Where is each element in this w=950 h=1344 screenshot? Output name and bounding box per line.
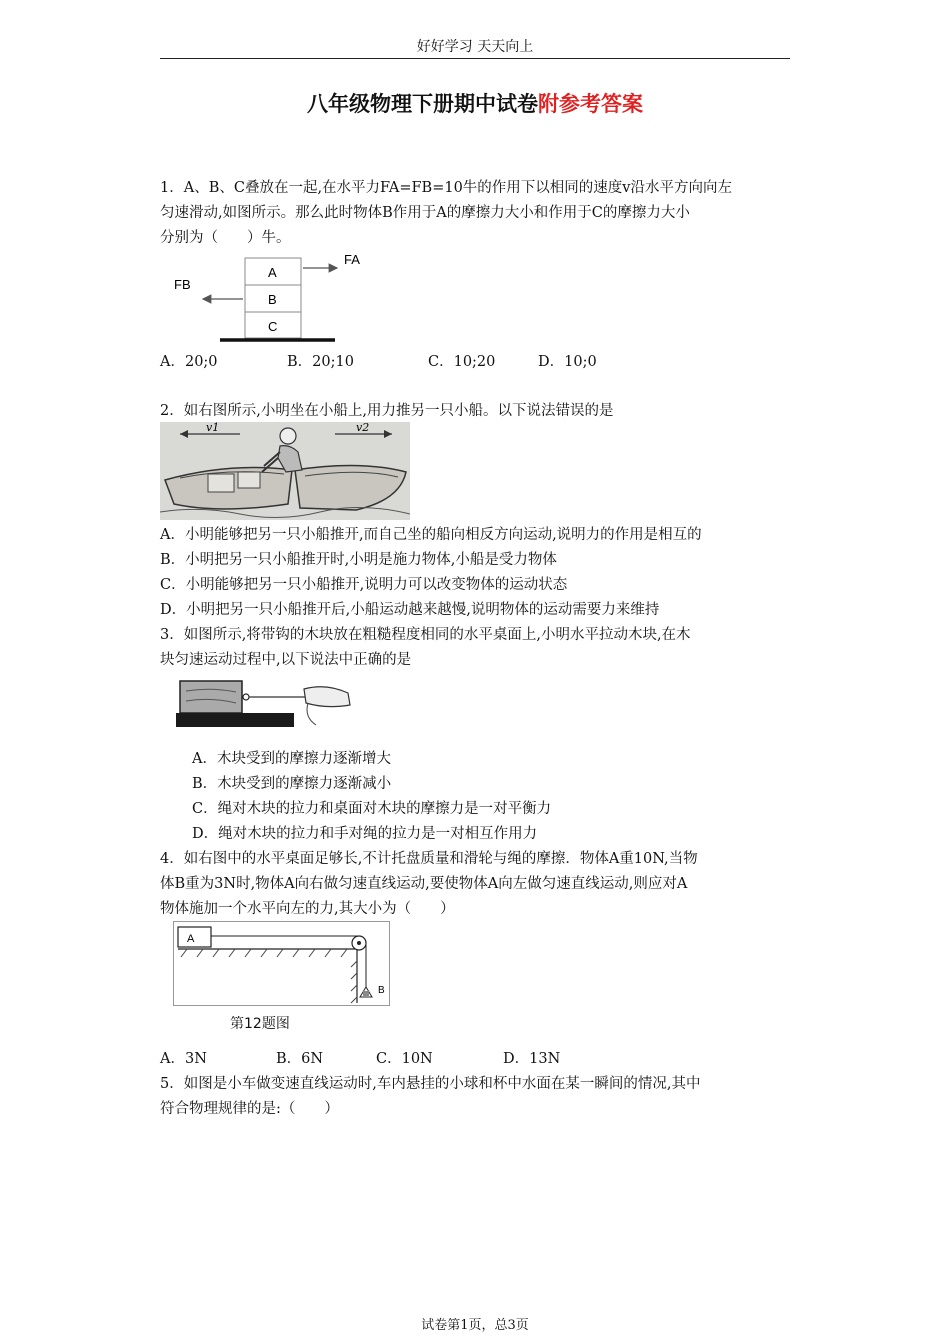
q2-stem: 2．如右图所示,小明坐在小船上,用力推另一只小船。以下说法错误的是: [160, 403, 614, 419]
q2-option-c: C．小明能够把另一只小船推开,说明力可以改变物体的运动状态: [160, 577, 568, 593]
q3-line-1: 3．如图所示,将带钩的木块放在粗糙程度相同的水平桌面上,小明水平拉动木块,在木: [160, 627, 691, 643]
page-title: [160, 88, 790, 118]
q1-options: [160, 350, 800, 375]
page-header: 好好学习 天天向上: [416, 39, 534, 55]
label-block-a: A: [268, 265, 277, 280]
q4-figure-caption: 第12题图: [230, 1016, 290, 1032]
q1-option-b: B．20;10: [287, 354, 354, 370]
table-surface: [176, 713, 294, 727]
q3-option-c: C．绳对木块的拉力和桌面对木块的摩擦力是一对平衡力: [192, 801, 552, 817]
q1-option-a: A．20;0: [160, 354, 218, 370]
q3-option-a: A．木块受到的摩擦力逐渐增大: [192, 751, 391, 767]
q3-pull-block-figure: [176, 677, 356, 733]
q5-line-2: 符合物理规律的是:（ ）: [160, 1101, 339, 1117]
label-fa: FA: [344, 252, 360, 267]
q2-option-b: B．小明把另一只小船推开时,小明是施力物体,小船是受力物体: [160, 552, 557, 568]
label-block-b: B: [268, 292, 277, 307]
label-v2: v2: [356, 422, 370, 434]
q3-option-b: B．木块受到的摩擦力逐渐减小: [192, 776, 392, 792]
q4-option-a: A．3N: [160, 1051, 207, 1067]
q1-option-c: C．10;20: [428, 354, 496, 370]
title-suffix: 附参考答案: [538, 92, 643, 116]
q4-line-3: 物体施加一个水平向左的力,其大小为（ ）: [160, 901, 455, 917]
q4-option-d: D．13N: [503, 1051, 561, 1067]
q1-blocks-figure: [165, 250, 385, 345]
q4-line-1: 4．如右图中的水平桌面足够长,不计托盘质量和滑轮与绳的摩擦．物体A重10N,当物: [160, 851, 698, 867]
q1-option-d: D．10;0: [538, 354, 597, 370]
boy-head: [280, 428, 296, 444]
q2-boats-figure: [160, 422, 410, 520]
q2-option-a: A．小明能够把另一只小船推开,而自己坐的船向相反方向运动,说明力的作用是相互的: [160, 527, 702, 543]
block-a: [178, 927, 211, 947]
hand: [304, 687, 350, 707]
wooden-block: [180, 681, 242, 713]
q5-line-1: 5．如图是小车做变速直线运动时,车内悬挂的小球和杯中水面在某一瞬间的情况,其中: [160, 1076, 701, 1092]
header-divider: [160, 58, 790, 59]
q4-line-2: 体B重为3N时,物体A向右做匀速直线运动,要使物体A向左做匀速直线运动,则应对A: [160, 876, 688, 892]
q3-option-d: D．绳对木块的拉力和手对绳的拉力是一对相互作用力: [192, 826, 538, 842]
label-v1: v1: [206, 422, 220, 434]
q1-line-3: 分别为（ ）牛。: [160, 230, 291, 246]
q4-pulley-figure: [173, 921, 390, 1006]
title-main: 八年级物理下册期中试卷: [307, 92, 538, 116]
q3-line-2: 块匀速运动过程中,以下说法中正确的是: [160, 652, 412, 668]
label-fb: FB: [174, 277, 191, 292]
q1-line-1: 1．A、B、C叠放在一起,在水平力FA=FB=10牛的作用下以相同的速度v沿水平方向向左: [160, 180, 732, 196]
q1-line-2: 匀速滑动,如图所示。那么此时物体B作用于A的摩擦力大小和作用于C的摩擦力大小: [160, 205, 690, 221]
label-block-a: A: [187, 933, 195, 945]
label-block-b: B: [378, 985, 385, 996]
q4-options: [160, 1047, 800, 1072]
q4-option-b: B．6N: [276, 1051, 324, 1067]
label-block-c: C: [268, 319, 278, 334]
q2-option-d: D．小明把另一只小船推开后,小船运动越来越慢,说明物体的运动需要力来维持: [160, 602, 660, 618]
page-footer: 试卷第1页，总3页: [421, 1318, 529, 1333]
q4-option-c: C．10N: [376, 1051, 433, 1067]
